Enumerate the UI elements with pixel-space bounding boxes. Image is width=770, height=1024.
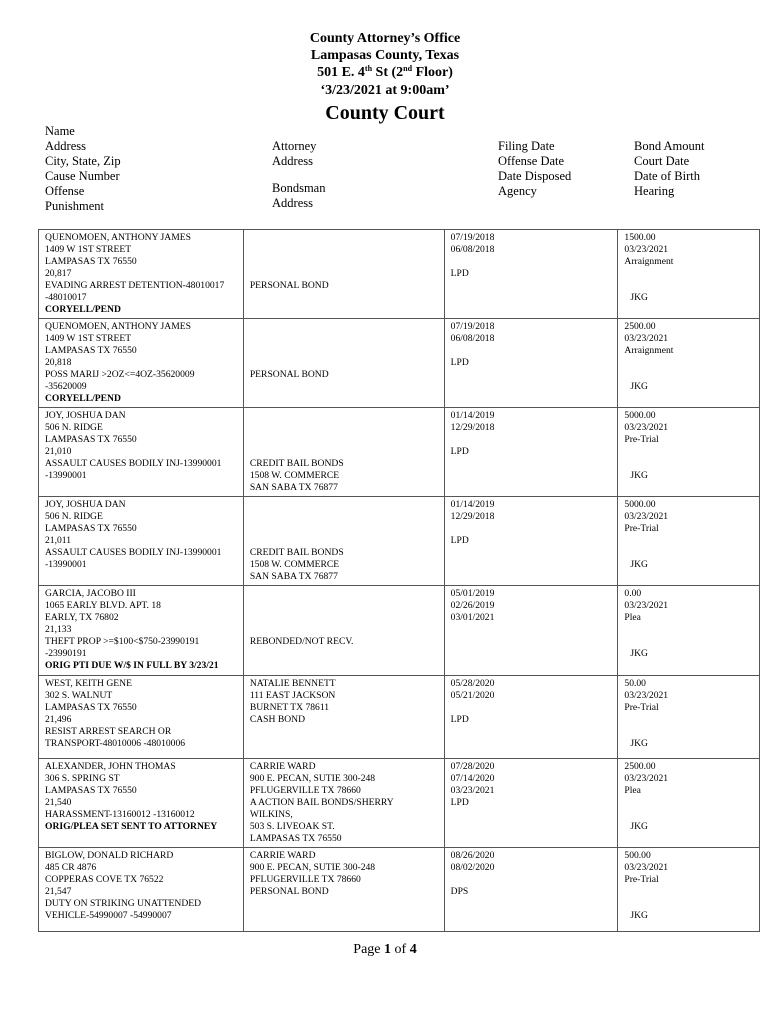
dates-cell bbox=[444, 848, 618, 932]
date-disposed: 03/23/2021 bbox=[450, 785, 495, 796]
defendant-line: -23990191 bbox=[45, 648, 87, 659]
defendant-cell bbox=[39, 319, 244, 408]
offense-date: 12/29/2018 bbox=[450, 511, 495, 522]
defendant-line: -35620009 bbox=[45, 381, 87, 392]
attorney-line: LAMPASAS TX 76550 bbox=[249, 833, 342, 844]
bond-cell bbox=[618, 497, 760, 586]
defendant-line: QUENOMOEN, ANTHONY JAMES bbox=[45, 232, 191, 243]
bond-amount: 5000.00 bbox=[624, 410, 656, 421]
attorney-bondsman-cell bbox=[243, 676, 444, 759]
defendant-line: ASSAULT CAUSES BODILY INJ-13990001 bbox=[45, 458, 222, 469]
court-title: County Court bbox=[325, 102, 445, 124]
dates-cell bbox=[444, 586, 618, 676]
bond-amount: 1500.00 bbox=[624, 232, 656, 243]
defendant-line: 21,010 bbox=[45, 446, 72, 457]
bond-cell bbox=[618, 586, 760, 676]
agency: DPS bbox=[450, 886, 469, 897]
attorney-bondsman-cell bbox=[243, 586, 444, 676]
defendant-line: -13990001 bbox=[45, 470, 87, 481]
judge-initials: JKG bbox=[630, 648, 648, 659]
bond-cell bbox=[618, 676, 760, 759]
defendant-cell bbox=[39, 408, 244, 497]
defendant-line: LAMPASAS TX 76550 bbox=[45, 702, 137, 713]
bond-cell bbox=[618, 230, 760, 319]
defendant-line: 21,011 bbox=[45, 535, 72, 546]
punishment-text: CORYELL/PEND bbox=[45, 393, 121, 404]
legend-label: Offense bbox=[45, 184, 85, 198]
defendant-line: EVADING ARREST DETENTION-48010017 bbox=[45, 280, 225, 291]
date-disposed: 03/01/2021 bbox=[450, 612, 495, 623]
case-row bbox=[39, 408, 760, 497]
agency: LPD bbox=[450, 268, 469, 279]
punishment-text: ORIG PTI DUE W/$ IN FULL BY 3/23/21 bbox=[45, 660, 219, 671]
defendant-line: POSS MARIJ >2OZ<=4OZ-35620009 bbox=[45, 369, 195, 380]
defendant-line: LAMPASAS TX 76550 bbox=[45, 256, 137, 267]
defendant-line: COPPERAS COVE TX 76522 bbox=[45, 874, 164, 885]
bond-amount: 2500.00 bbox=[624, 321, 656, 332]
defendant-line: ALEXANDER, JOHN THOMAS bbox=[45, 761, 176, 772]
attorney-line: CARRIE WARD bbox=[249, 761, 316, 772]
defendant-line: 485 CR 4876 bbox=[45, 862, 97, 873]
legend-label: Date Disposed bbox=[498, 169, 572, 183]
attorney-bondsman-cell bbox=[243, 759, 444, 848]
legend-label: Address bbox=[45, 139, 86, 153]
filing-date: 01/14/2019 bbox=[450, 410, 495, 421]
bond-amount: 500.00 bbox=[624, 850, 651, 861]
hearing-type: Pre-Trial bbox=[624, 523, 659, 534]
attorney-bondsman-cell bbox=[243, 408, 444, 497]
defendant-line: QUENOMOEN, ANTHONY JAMES bbox=[45, 321, 191, 332]
dates-cell bbox=[444, 497, 618, 586]
legend-label: Date of Birth bbox=[634, 169, 700, 183]
defendant-line: LAMPASAS TX 76550 bbox=[45, 434, 137, 445]
case-row bbox=[39, 848, 760, 932]
office-title: County Attorney’s Office bbox=[309, 31, 461, 46]
defendant-line: VEHICLE-54990007 -54990007 bbox=[45, 910, 172, 921]
bond-cell bbox=[618, 759, 760, 848]
judge-initials: JKG bbox=[630, 738, 648, 749]
page-footer: Page 1 of 4 bbox=[353, 942, 417, 957]
bond-cell bbox=[618, 319, 760, 408]
bondsman-line: CREDIT BAIL BONDS bbox=[249, 458, 344, 469]
legend-label: Bond Amount bbox=[634, 139, 705, 153]
judge-initials: JKG bbox=[630, 821, 648, 832]
case-row bbox=[39, 759, 760, 848]
bondsman-line: PERSONAL BOND bbox=[249, 369, 329, 380]
defendant-line: 20,818 bbox=[45, 357, 72, 368]
hearing-type: Pre-Trial bbox=[624, 434, 659, 445]
defendant-line: -13990001 bbox=[45, 559, 87, 570]
agency: LPD bbox=[450, 446, 469, 457]
hearing-type: Plea bbox=[624, 785, 641, 796]
defendant-line: ASSAULT CAUSES BODILY INJ-13990001 bbox=[45, 547, 222, 558]
bond-cell bbox=[618, 848, 760, 932]
legend-label: Cause Number bbox=[45, 169, 120, 183]
court-date: 03/23/2021 bbox=[624, 511, 669, 522]
attorney-line: PFLUGERVILLE TX 78660 bbox=[249, 874, 361, 885]
court-date: 03/23/2021 bbox=[624, 333, 669, 344]
hearing-type: Arraignment bbox=[624, 256, 674, 267]
county-title: Lampasas County, Texas bbox=[310, 48, 460, 63]
court-date: 03/23/2021 bbox=[624, 690, 669, 701]
docket-table bbox=[38, 229, 760, 932]
defendant-cell bbox=[39, 497, 244, 586]
attorney-line: PERSONAL BOND bbox=[249, 886, 329, 897]
defendant-line: 1409 W 1ST STREET bbox=[45, 333, 132, 344]
defendant-line: LAMPASAS TX 76550 bbox=[45, 523, 137, 534]
attorney-line: WILKINS, bbox=[249, 809, 293, 820]
defendant-line: GARCIA, JACOBO III bbox=[45, 588, 136, 599]
bond-cell bbox=[618, 408, 760, 497]
agency: LPD bbox=[450, 714, 469, 725]
office-address: 501 E. 4th St (2nd Floor) bbox=[317, 64, 453, 80]
filing-date: 05/01/2019 bbox=[450, 588, 495, 599]
defendant-cell bbox=[39, 848, 244, 932]
bond-amount: 0.00 bbox=[624, 588, 642, 599]
filing-date: 07/19/2018 bbox=[450, 321, 495, 332]
attorney-bondsman-cell bbox=[243, 230, 444, 319]
punishment-text: ORIG/PLEA SET SENT TO ATTORNEY bbox=[45, 821, 218, 832]
legend-attorney-fields bbox=[272, 139, 325, 211]
attorney-bondsman-cell bbox=[243, 848, 444, 932]
defendant-line: 506 N. RIDGE bbox=[45, 422, 103, 433]
court-date: 03/23/2021 bbox=[624, 862, 669, 873]
court-date: 03/23/2021 bbox=[624, 244, 669, 255]
case-row bbox=[39, 230, 760, 319]
agency: LPD bbox=[450, 535, 469, 546]
legend-label: Bondsman bbox=[272, 181, 326, 195]
court-date: 03/23/2021 bbox=[624, 600, 669, 611]
legend-label: Filing Date bbox=[498, 139, 555, 153]
hearing-type: Plea bbox=[624, 612, 641, 623]
attorney-line: BURNET TX 78611 bbox=[249, 702, 330, 713]
defendant-line: 1409 W 1ST STREET bbox=[45, 244, 132, 255]
legend-label: Address bbox=[272, 196, 313, 210]
filing-date: 08/26/2020 bbox=[450, 850, 495, 861]
defendant-line: TRANSPORT-48010006 -48010006 bbox=[45, 738, 186, 749]
bondsman-line: 1508 W. COMMERCE bbox=[249, 470, 340, 481]
legend-label: Address bbox=[272, 154, 313, 168]
defendant-line: 21,133 bbox=[45, 624, 72, 635]
offense-date: 08/02/2020 bbox=[450, 862, 495, 873]
offense-date: 06/08/2018 bbox=[450, 244, 495, 255]
defendant-line: 506 N. RIDGE bbox=[45, 511, 103, 522]
bond-amount: 2500.00 bbox=[624, 761, 656, 772]
filing-date: 07/19/2018 bbox=[450, 232, 495, 243]
attorney-bondsman-cell bbox=[243, 497, 444, 586]
defendant-line: 1065 EARLY BLVD. APT. 18 bbox=[45, 600, 161, 611]
legend-label: Punishment bbox=[45, 199, 105, 213]
judge-initials: JKG bbox=[630, 292, 648, 303]
attorney-line: CASH BOND bbox=[249, 714, 306, 725]
legend-label: Name bbox=[45, 124, 75, 138]
defendant-line: 21,496 bbox=[45, 714, 72, 725]
bondsman-line: SAN SABA TX 76877 bbox=[249, 482, 338, 493]
legend-label: Agency bbox=[498, 184, 537, 198]
defendant-line: 21,540 bbox=[45, 797, 72, 808]
dates-cell bbox=[444, 676, 618, 759]
dates-cell bbox=[444, 230, 618, 319]
legend-label: Attorney bbox=[272, 139, 317, 153]
defendant-line: -48010017 bbox=[45, 292, 87, 303]
dates-cell bbox=[444, 319, 618, 408]
offense-date: 02/26/2019 bbox=[450, 600, 495, 611]
legend-label: Court Date bbox=[634, 154, 690, 168]
dates-cell bbox=[444, 408, 618, 497]
legend-defendant-fields bbox=[45, 124, 121, 214]
agency: LPD bbox=[450, 357, 469, 368]
filing-date: 07/28/2020 bbox=[450, 761, 495, 772]
agency: LPD bbox=[450, 797, 469, 808]
bond-amount: 50.00 bbox=[624, 678, 646, 689]
hearing-type: Pre-Trial bbox=[624, 874, 659, 885]
defendant-line: JOY, JOSHUA DAN bbox=[45, 499, 126, 510]
offense-date: 05/21/2020 bbox=[450, 690, 495, 701]
case-row bbox=[39, 586, 760, 676]
legend-bond-fields bbox=[634, 139, 705, 199]
defendant-line: HARASSMENT-13160012 -13160012 bbox=[45, 809, 195, 820]
judge-initials: JKG bbox=[630, 381, 648, 392]
defendant-cell bbox=[39, 230, 244, 319]
defendant-line: DUTY ON STRIKING UNATTENDED bbox=[45, 898, 202, 909]
dates-cell bbox=[444, 759, 618, 848]
judge-initials: JKG bbox=[630, 559, 648, 570]
bondsman-line: 1508 W. COMMERCE bbox=[249, 559, 340, 570]
defendant-line: RESIST ARREST SEARCH OR bbox=[45, 726, 172, 737]
legend-label: Offense Date bbox=[498, 154, 565, 168]
attorney-line: 900 E. PECAN, SUTIE 300-248 bbox=[249, 773, 376, 784]
defendant-line: EARLY, TX 76802 bbox=[45, 612, 119, 623]
attorney-line: PFLUGERVILLE TX 78660 bbox=[249, 785, 361, 796]
judge-initials: JKG bbox=[630, 470, 648, 481]
case-row bbox=[39, 319, 760, 408]
defendant-line: WEST, KEITH GENE bbox=[45, 678, 132, 689]
attorney-line: 900 E. PECAN, SUTIE 300-248 bbox=[249, 862, 376, 873]
attorney-line: 503 S. LIVEOAK ST. bbox=[249, 821, 335, 832]
offense-date: 06/08/2018 bbox=[450, 333, 495, 344]
defendant-line: 20,817 bbox=[45, 268, 72, 279]
case-row bbox=[39, 676, 760, 759]
defendant-line: THEFT PROP >=$100<$750-23990191 bbox=[45, 636, 200, 647]
legend-date-fields bbox=[498, 139, 571, 199]
punishment-text: CORYELL/PEND bbox=[45, 304, 121, 315]
bond-amount: 5000.00 bbox=[624, 499, 656, 510]
attorney-bondsman-cell bbox=[243, 319, 444, 408]
defendant-cell bbox=[39, 676, 244, 759]
judge-initials: JKG bbox=[630, 910, 648, 921]
legend-label: Hearing bbox=[634, 184, 675, 198]
defendant-line: 306 S. SPRING ST bbox=[45, 773, 120, 784]
defendant-line: LAMPASAS TX 76550 bbox=[45, 345, 137, 356]
defendant-line: BIGLOW, DONALD RICHARD bbox=[45, 850, 174, 861]
defendant-line: LAMPASAS TX 76550 bbox=[45, 785, 137, 796]
offense-date: 07/14/2020 bbox=[450, 773, 495, 784]
defendant-line: JOY, JOSHUA DAN bbox=[45, 410, 126, 421]
court-date: 03/23/2021 bbox=[624, 422, 669, 433]
case-row bbox=[39, 497, 760, 586]
defendant-cell bbox=[39, 759, 244, 848]
bondsman-line: REBONDED/NOT RECV. bbox=[249, 636, 354, 647]
defendant-cell bbox=[39, 586, 244, 676]
offense-date: 12/29/2018 bbox=[450, 422, 495, 433]
attorney-line: 111 EAST JACKSON bbox=[249, 690, 336, 701]
bondsman-line: SAN SABA TX 76877 bbox=[249, 571, 338, 582]
hearing-type: Pre-Trial bbox=[624, 702, 659, 713]
attorney-line: NATALIE BENNETT bbox=[249, 678, 336, 689]
docket-datetime: ‘3/23/2021 at 9:00am’ bbox=[320, 83, 450, 98]
defendant-line: 302 S. WALNUT bbox=[45, 690, 113, 701]
defendant-line: 21,547 bbox=[45, 886, 72, 897]
filing-date: 05/28/2020 bbox=[450, 678, 495, 689]
attorney-line: A ACTION BAIL BONDS/SHERRY bbox=[249, 797, 394, 808]
bondsman-line: CREDIT BAIL BONDS bbox=[249, 547, 344, 558]
hearing-type: Arraignment bbox=[624, 345, 674, 356]
bondsman-line: PERSONAL BOND bbox=[249, 280, 329, 291]
attorney-line: CARRIE WARD bbox=[249, 850, 316, 861]
court-date: 03/23/2021 bbox=[624, 773, 669, 784]
filing-date: 01/14/2019 bbox=[450, 499, 495, 510]
legend-label: City, State, Zip bbox=[45, 154, 121, 168]
